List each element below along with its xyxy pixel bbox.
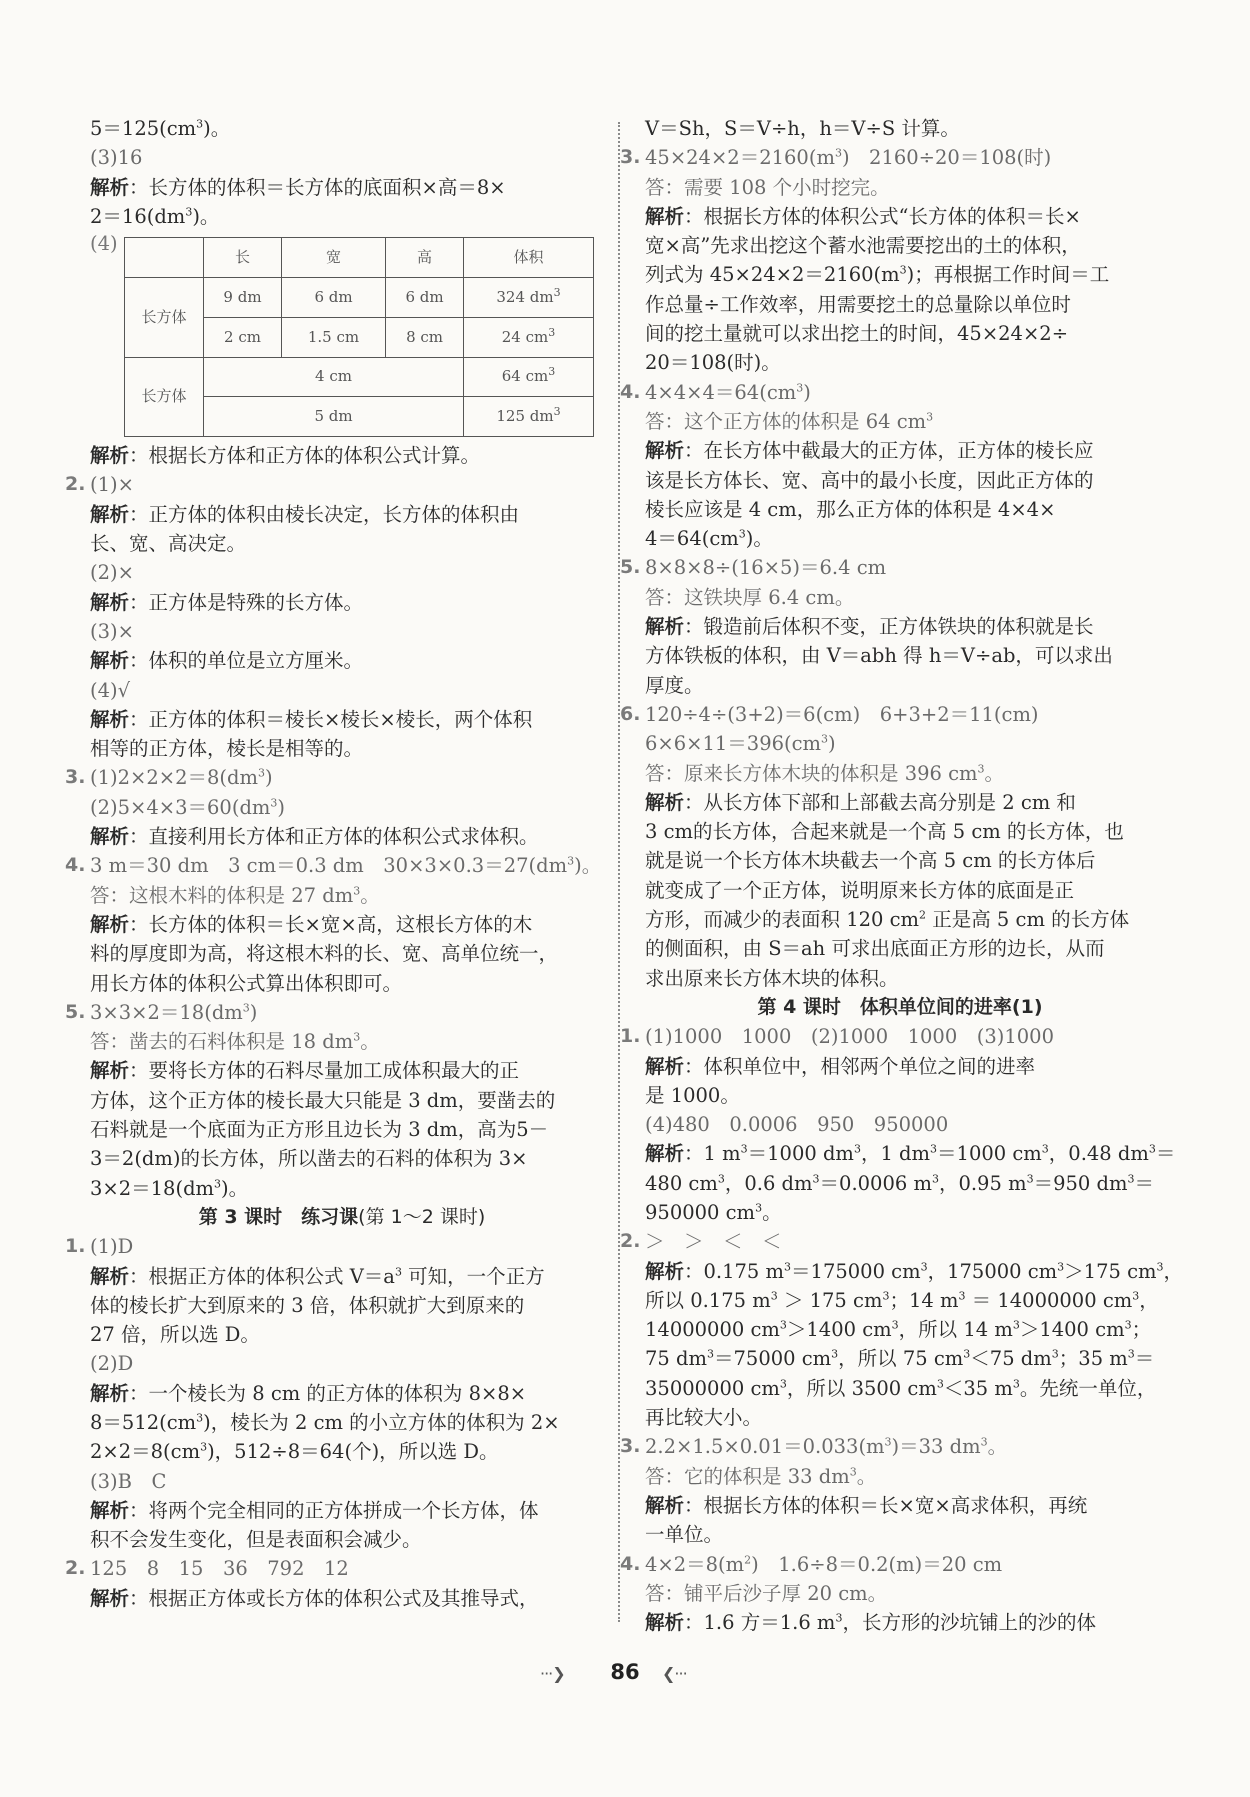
line-text: $4\times 2=8(m^2)$ 1.6÷8＝0.2(m)＝20 cm xyxy=(645,1552,1003,1576)
table-cell: 6 dm xyxy=(386,277,464,317)
line-text: 27 倍，所以选 D。 xyxy=(90,1323,260,1347)
line-text: 石料就是一个底面为正方形且边长为 3 dm，高为5－ xyxy=(90,1118,549,1142)
text-line xyxy=(645,1344,1155,1373)
line-text: ：长方体的体积＝长方体的底面积×高＝8× xyxy=(129,175,506,199)
text-line xyxy=(90,793,594,822)
text-line xyxy=(645,1403,1155,1432)
text-line xyxy=(645,290,1155,319)
line-text: 体的棱长扩大到原来的 3 倍，体积就扩大到原来的 xyxy=(90,1293,525,1317)
line-text: 是 1000。 xyxy=(645,1083,740,1107)
text-line xyxy=(90,529,594,558)
table-row xyxy=(125,357,594,397)
analysis-label: 解析 xyxy=(90,912,130,936)
question-number: 2. xyxy=(65,473,86,496)
text-line xyxy=(645,173,1155,202)
text-line xyxy=(90,1496,594,1525)
text-line xyxy=(645,729,1155,758)
text-line xyxy=(90,1584,594,1613)
text-line xyxy=(645,1052,1155,1081)
line-text: 该是长方体长、宽、高中的最小长度，因此正方体的 xyxy=(645,468,1094,492)
line-text: (4)480 0.0006 950 950000 xyxy=(645,1113,949,1137)
line-text: 就变成了一个正方体，说明原来长方体的底面是正 xyxy=(645,878,1075,902)
text-line xyxy=(645,1286,1159,1315)
text-line xyxy=(645,1110,1155,1139)
line-text: 答：凿去的石料体积是 18 $dm^3$。 xyxy=(90,1030,380,1054)
text-line xyxy=(645,1579,1155,1608)
text-line xyxy=(645,1169,1155,1198)
text-line xyxy=(90,1086,594,1115)
text-line xyxy=(90,1379,594,1408)
text-line xyxy=(620,1432,1155,1461)
text-line xyxy=(645,319,1155,348)
text-line xyxy=(90,1467,594,1496)
question-number: 2. xyxy=(620,1230,641,1253)
page-number: 86 xyxy=(610,1660,640,1684)
line-text: $45\times 24\times 2=2160(m^3)$ 2160÷20＝108(时) xyxy=(645,146,1052,170)
analysis-label: 解析 xyxy=(90,1498,130,1522)
text-line xyxy=(645,817,1155,846)
text-line xyxy=(645,231,1155,260)
text-line xyxy=(645,1491,1155,1520)
line-text: ：正方体是特殊的长方体。 xyxy=(129,590,364,614)
text-line xyxy=(620,1227,1155,1256)
text-line xyxy=(90,1056,594,1085)
line-text: ：体积单位中，相邻两个单位之间的进率 xyxy=(684,1054,1036,1078)
text-line xyxy=(645,964,1155,993)
text-line xyxy=(90,822,594,851)
line-text: $2=16(dm^3)$。 xyxy=(90,204,220,228)
line-text: 3 m＝30 dm 3 cm＝0.3 dm $30\times 3\times 0.3=27(dm^3)$。 xyxy=(90,854,602,878)
line-text: 一单位。 xyxy=(645,1523,724,1547)
analysis-label: 解析 xyxy=(645,1611,685,1635)
text-line xyxy=(90,1525,594,1554)
line-text: (1)D xyxy=(90,1235,134,1259)
text-line xyxy=(90,1174,594,1203)
question-number: 4. xyxy=(620,380,641,403)
text-line xyxy=(65,1232,594,1261)
text-line xyxy=(620,1550,1155,1579)
lesson-title: 第 4 课时 体积单位间的进率(1) xyxy=(757,995,1043,1018)
text-line xyxy=(645,846,1155,875)
table-cell: 9 dm xyxy=(204,277,282,317)
lesson-heading xyxy=(645,993,1155,1022)
analysis-label: 解析 xyxy=(90,590,130,614)
line-text: (4)√ xyxy=(90,678,131,702)
text-line xyxy=(645,788,1155,817)
analysis-label: 解析 xyxy=(645,1493,685,1517)
line-text: 答：原来长方体木块的体积是 396 $cm^3$。 xyxy=(645,761,1005,785)
text-line xyxy=(645,934,1155,963)
table-cell xyxy=(125,238,204,278)
line-text: 间的挖土量就可以求出挖土的时间，45×24×2÷ xyxy=(645,322,1069,346)
text-line xyxy=(65,1554,594,1583)
table-cell: 长 xyxy=(204,238,282,278)
table-cell: 体积 xyxy=(464,238,594,278)
text-line xyxy=(90,588,594,617)
line-text: ：体积的单位是立方厘米。 xyxy=(129,649,364,673)
decorative-arrow-right-icon: ···❯ xyxy=(540,1664,565,1683)
line-text: 所以 0.175 $m^3 > 175$ $cm^3$；14 $m^3 = 14000000$ $cm^3$， xyxy=(645,1288,1159,1312)
text-line xyxy=(620,700,1155,729)
line-text: 480 $cm^3$，0.6 $dm^3=0.0006$ $m^3$，0.95 $m^3=950$ $dm^3=$ xyxy=(645,1171,1154,1195)
analysis-label: 解析 xyxy=(90,502,130,526)
line-text: ：0.175 $m^3=175000$ $cm^3$，175000 $cm^3>175$ $cm^3$， xyxy=(684,1259,1184,1283)
line-text: ：直接利用长方体和正方体的体积公式求体积。 xyxy=(129,825,539,849)
text-line xyxy=(90,1320,594,1349)
line-text: 就是说一个长方体木块截去一个高 5 cm 的长方体后 xyxy=(645,849,1096,873)
line-text: 厚度。 xyxy=(645,673,704,697)
text-line xyxy=(90,1115,594,1144)
analysis-label: 解析 xyxy=(645,1142,685,1166)
text-line xyxy=(645,1608,1155,1637)
question-number: 2. xyxy=(65,1557,86,1580)
table-cell: 长方体 xyxy=(125,357,204,437)
analysis-label: 解析 xyxy=(90,707,130,731)
line-text: $4=64(cm^3)$。 xyxy=(645,527,773,551)
text-line xyxy=(90,558,594,587)
analysis-label: 解析 xyxy=(90,175,130,199)
lesson-heading xyxy=(90,1203,594,1232)
table-cell: 64 $cm^3$ xyxy=(464,357,594,397)
question-number: 3. xyxy=(620,1435,641,1458)
line-text: 用长方体的体积公式算出体积即可。 xyxy=(90,971,403,995)
text-line xyxy=(65,763,594,792)
table-cell: 8 cm xyxy=(386,317,464,357)
line-text: 方体，这个正方体的棱长最大只能是 3 dm，要凿去的 xyxy=(90,1088,556,1112)
line-text: ：从长方体下部和上部截去高分别是 2 cm 和 xyxy=(684,790,1076,814)
lesson-subtitle: (第 1～2 课时) xyxy=(358,1205,486,1228)
text-line xyxy=(620,378,1155,407)
text-line xyxy=(90,617,594,646)
analysis-label: 解析 xyxy=(90,1264,130,1288)
line-text: 宽×高”先求出挖这个蓄水池需要挖出的土的体积， xyxy=(645,234,1081,258)
table-header-row xyxy=(125,238,594,278)
line-text: 相等的正方体，棱长是相等的。 xyxy=(90,737,364,761)
text-line xyxy=(90,1262,594,1291)
text-line xyxy=(65,470,594,499)
question-number: 5. xyxy=(620,556,641,579)
line-text: ：根据正方体或长方体的体积公式及其推导式， xyxy=(129,1586,539,1610)
line-text: ：正方体的体积由棱长决定，长方体的体积由 xyxy=(129,502,520,526)
line-text: ：长方体的体积＝长×宽×高，这根长方体的木 xyxy=(129,912,533,936)
text-line xyxy=(645,436,1155,465)
question-number: 3. xyxy=(620,146,641,169)
text-line xyxy=(645,202,1155,231)
line-text: ：锻造前后体积不变，正方体铁块的体积就是长 xyxy=(684,615,1094,639)
line-text: 3 cm的长方体，合起来就是一个高 5 cm 的长方体，也 xyxy=(645,820,1124,844)
line-text: ：根据正方体的体积公式 $V=a^3$ 可知，一个正方 xyxy=(129,1264,545,1288)
text-line xyxy=(645,1198,1155,1227)
text-line xyxy=(90,1144,594,1173)
text-line xyxy=(645,1257,1184,1286)
line-text: (1)× xyxy=(90,473,134,497)
table-cell: 4 cm xyxy=(204,357,464,397)
line-text: V＝Sh，S＝V÷h，h＝V÷S 计算。 xyxy=(645,117,960,140)
table-label: (4) xyxy=(90,232,118,256)
line-text: 8×8×8÷(16×5)＝6.4 cm xyxy=(645,556,887,580)
line-text: ：正方体的体积＝棱长×棱长×棱长，两个体积 xyxy=(129,707,533,731)
volume-table-block xyxy=(90,231,594,441)
text-line xyxy=(90,143,594,172)
line-text: ：要将长方体的石料尽量加工成体积最大的正 xyxy=(129,1059,520,1083)
text-line xyxy=(645,1139,1176,1168)
question-number: 4. xyxy=(65,854,86,877)
line-text: $(1)2\times 2\times 2=8(dm^3)$ xyxy=(90,766,273,790)
text-line xyxy=(645,641,1155,670)
line-text: 14000000 $cm^3>1400$ $cm^3$，所以 14 $m^3>1400$ $cm^3$； xyxy=(645,1318,1152,1342)
text-line xyxy=(90,939,594,968)
line-text: 答：铺平后沙子厚 20 cm。 xyxy=(645,1581,888,1605)
table-cell: 1.5 cm xyxy=(281,317,385,357)
question-number: 1. xyxy=(620,1025,641,1048)
text-line xyxy=(90,1027,594,1056)
analysis-label: 解析 xyxy=(645,1054,685,1078)
analysis-label: 解析 xyxy=(645,1259,685,1283)
text-line xyxy=(645,612,1155,641)
text-line xyxy=(65,998,594,1027)
line-text: 作总量÷工作效率，用需要挖土的总量除以单位时 xyxy=(645,292,1071,316)
table-cell: 24 $cm^3$ xyxy=(464,317,594,357)
table-cell: 5 dm xyxy=(204,397,464,437)
text-line xyxy=(90,910,594,939)
column-divider xyxy=(618,122,620,1622)
analysis-label: 解析 xyxy=(645,439,685,463)
line-text: (2)× xyxy=(90,561,134,585)
right-column xyxy=(620,114,1184,1637)
table-cell: 高 xyxy=(386,238,464,278)
line-text: 积不会发生变化，但是表面积会减少。 xyxy=(90,1528,422,1552)
line-text: $6\times 6\times 11=396(cm^3)$ xyxy=(645,732,836,756)
analysis-label: 解析 xyxy=(90,1586,130,1610)
line-text: ：1.6 方＝1.6 $m^3$，长方形的沙坑铺上的沙的体 xyxy=(684,1611,1096,1635)
text-line xyxy=(645,260,1155,289)
line-text: (2)D xyxy=(90,1352,134,1376)
line-text: ：在长方体中截最大的正方体，正方体的棱长应 xyxy=(684,439,1094,463)
text-line xyxy=(90,1349,594,1378)
line-text: 列式为 $45\times 24\times 2=2160(m^3)$；再根据工作时间＝工 xyxy=(645,263,1110,287)
line-text: (3)× xyxy=(90,619,134,643)
analysis-label: 解析 xyxy=(90,649,130,673)
line-text: ：根据长方体的体积公式“长方体的体积＝长× xyxy=(684,204,1081,228)
line-text: (1)1000 1000 (2)1000 1000 (3)1000 xyxy=(645,1025,1054,1049)
question-number: 6. xyxy=(620,702,641,725)
text-line xyxy=(90,881,594,910)
line-text: 20＝108(时)。 xyxy=(645,351,781,375)
left-column xyxy=(65,114,602,1613)
text-line xyxy=(645,1315,1155,1344)
table-cell: 宽 xyxy=(281,238,385,278)
text-line xyxy=(620,1022,1155,1051)
table-cell: 324 $dm^3$ xyxy=(464,277,594,317)
line-text: ＞ ＞ ＜ ＜ xyxy=(645,1230,782,1254)
line-text: 棱长应该是 4 cm，那么正方体的体积是 4×4× xyxy=(645,497,1056,521)
table-cell: 长方体 xyxy=(125,277,204,357)
analysis-label: 解析 xyxy=(90,1381,130,1405)
text-line xyxy=(645,407,1155,436)
line-text: 答：它的体积是 33 $dm^3$。 xyxy=(645,1464,877,1488)
text-line xyxy=(90,969,594,998)
text-line xyxy=(645,876,1155,905)
text-line xyxy=(645,1081,1155,1110)
decorative-arrow-left-icon: ❮··· xyxy=(662,1664,687,1683)
line-text: ：一个棱长为 8 cm 的正方体的体积为 8×8× xyxy=(129,1381,527,1405)
line-text: 答：需要 108 个小时挖完。 xyxy=(645,175,890,199)
line-text: $3\times 2=18(dm^3)$。 xyxy=(90,1176,249,1200)
line-text: 长、宽、高决定。 xyxy=(90,532,247,556)
text-line xyxy=(90,676,594,705)
line-text: 950000 $cm^3$。 xyxy=(645,1200,782,1224)
line-text: $2.2\times 1.5\times 0.01=0.033(m^3)=33$ $dm^3$。 xyxy=(645,1435,1008,1459)
text-line xyxy=(645,348,1155,377)
text-line xyxy=(90,705,594,734)
line-text: 方体铁板的体积，由 V＝abh 得 h＝V÷ab，可以求出 xyxy=(645,644,1113,668)
text-line xyxy=(90,441,594,470)
table-cell: 2 cm xyxy=(204,317,282,357)
text-line xyxy=(645,759,1155,788)
text-line xyxy=(620,553,1155,582)
analysis-label: 解析 xyxy=(645,790,685,814)
text-line xyxy=(90,1408,594,1437)
text-line xyxy=(645,1374,1155,1403)
line-text: 125 8 15 36 792 12 xyxy=(90,1557,349,1581)
line-text: 的侧面积，由 S＝ah 可求出底面正方形的边长，从而 xyxy=(645,937,1105,961)
analysis-label: 解析 xyxy=(90,1059,130,1083)
analysis-label: 解析 xyxy=(90,444,130,468)
line-text: 75 $dm^3=75000$ $cm^3$，所以 75 $cm^3<75$ $dm^3$；35 $m^3=$ xyxy=(645,1347,1155,1371)
line-text: 答：这铁块厚 6.4 cm。 xyxy=(645,585,855,609)
analysis-label: 解析 xyxy=(645,615,685,639)
analysis-label: 解析 xyxy=(645,204,685,228)
line-text: $3\times 3\times 2=18(dm^3)$ xyxy=(90,1000,258,1024)
line-text: 求出原来长方体木块的体积。 xyxy=(645,966,899,990)
text-line xyxy=(645,524,1155,553)
text-line xyxy=(645,1462,1155,1491)
line-text: 3＝2(dm)的长方体，所以凿去的石料的体积为 3× xyxy=(90,1147,528,1171)
table-cell: 6 dm xyxy=(281,277,385,317)
question-number: 5. xyxy=(65,1000,86,1023)
question-number: 3. xyxy=(65,766,86,789)
line-text: 答：这根木料的体积是 27 $dm^3$。 xyxy=(90,883,380,907)
question-number: 4. xyxy=(620,1552,641,1575)
text-line xyxy=(645,583,1155,612)
line-text: ：根据长方体的体积＝长×宽×高求体积，再统 xyxy=(684,1493,1088,1517)
line-text: (3)B C xyxy=(90,1469,167,1493)
text-line xyxy=(645,905,1155,934)
line-text: $4\times 4\times 4=64(cm^3)$ xyxy=(645,380,811,404)
line-text: ：1 $m^3=1000$ $dm^3$，1 $dm^3=1000$ $cm^3$，0.48 $dm^3=$ xyxy=(684,1142,1176,1166)
line-text: 方形，而减少的表面积 120 $cm^2$ 正是高 5 cm 的长方体 xyxy=(645,908,1130,932)
line-text: $5=125(cm^3)$。 xyxy=(90,117,231,140)
line-text: 答：这个正方体的体积是 64 $cm^3$ xyxy=(645,409,934,433)
text-line xyxy=(90,734,594,763)
text-line xyxy=(65,851,602,880)
line-text: 再比较大小。 xyxy=(645,1406,763,1430)
text-line xyxy=(620,143,1155,172)
line-text: $2\times 2=8(cm^3)$，512÷8＝64(个)，所以选 D。 xyxy=(90,1440,499,1464)
text-line xyxy=(645,671,1155,700)
line-text: 料的厚度即为高，将这根木料的长、宽、高单位统一， xyxy=(90,942,559,966)
text-line xyxy=(90,646,594,675)
text-line xyxy=(90,1291,594,1320)
text-line xyxy=(90,202,594,231)
text-line xyxy=(90,1437,594,1466)
line-text: 120÷4÷(3+2)＝6(cm) 6+3+2＝11(cm) xyxy=(645,702,1039,726)
line-text: ：根据长方体和正方体的体积公式计算。 xyxy=(129,444,481,468)
question-number: 1. xyxy=(65,1235,86,1258)
text-line xyxy=(90,500,594,529)
analysis-label: 解析 xyxy=(90,825,130,849)
text-line xyxy=(90,173,594,202)
text-line xyxy=(645,495,1155,524)
text-line xyxy=(90,114,594,143)
line-text: (3)16 xyxy=(90,146,143,170)
lesson-title: 第 3 课时 练习课 xyxy=(198,1205,359,1228)
line-text: 35000000 $cm^3$，所以 3500 $cm^3<35$ $m^3$。先统一单位， xyxy=(645,1376,1157,1400)
text-line xyxy=(645,1520,1155,1549)
line-text: $8=512(cm^3)$，棱长为 2 cm 的小立方体的体积为 2× xyxy=(90,1410,560,1434)
table-cell: 125 $dm^3$ xyxy=(464,397,594,437)
line-text: ：将两个完全相同的正方体拼成一个长方体，体 xyxy=(129,1498,539,1522)
table-row xyxy=(125,277,594,317)
text-line xyxy=(645,114,1155,143)
line-text: $(2)5\times 4\times 3=60(dm^3)$ xyxy=(90,795,286,819)
text-line xyxy=(645,466,1155,495)
volume-table xyxy=(124,237,594,437)
